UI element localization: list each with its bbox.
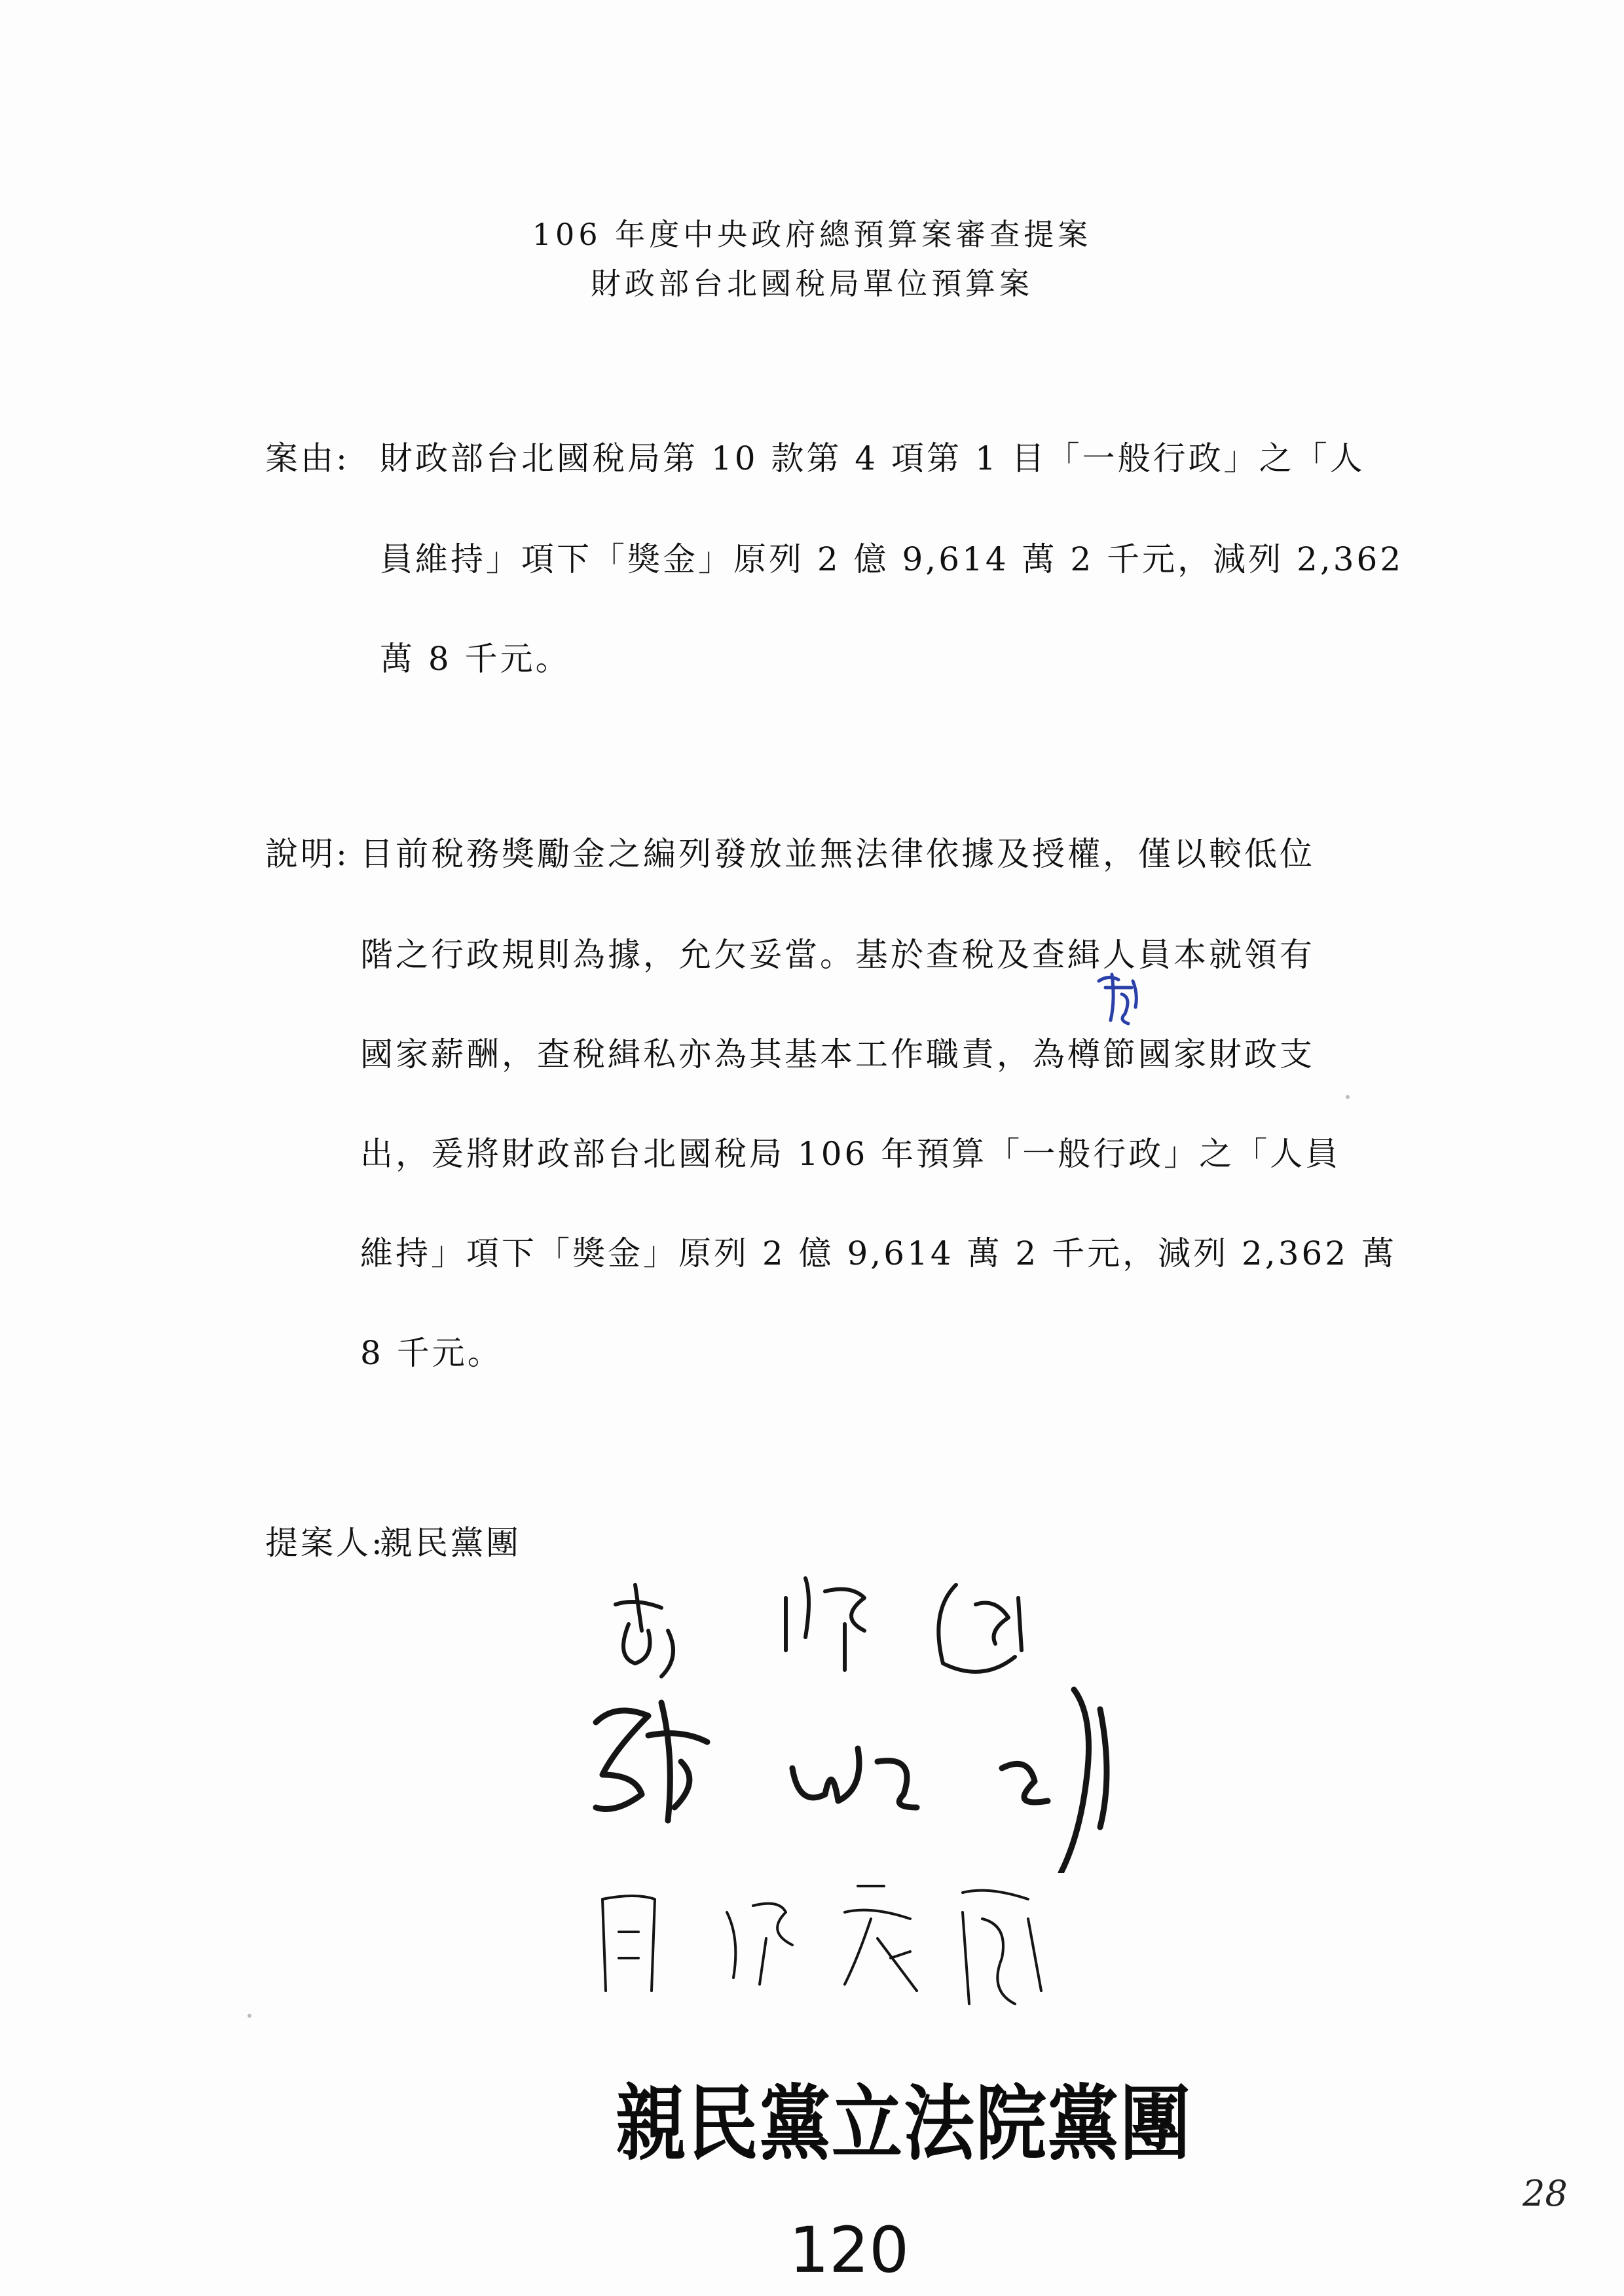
party-seal-stamp: 親民黨立法院黨團 [616,2077,1192,2172]
explanation-line-3: 國家薪酬，查稅緝私亦為其基本工作職責，為樽節國家財政支 [360,1035,1315,1073]
document-title-line2: 財政部台北國稅局單位預算案 [591,266,1033,301]
proposer-name: 親民黨團 [380,1524,521,1562]
case-line-3: 萬 8 千元。 [380,640,571,678]
explanation-line-6: 8 千元。 [360,1334,503,1372]
signature-2 [576,1676,1166,1873]
proposer-label: 提案人: [265,1524,385,1562]
handwritten-correction-mark [1092,968,1145,1027]
explanation-line-1: 目前稅務獎勵金之編列發放並無法律依據及授權，僅以較低位 [360,835,1315,873]
document-title-line1: 106 年度中央政府總預算案審查提案 [532,217,1092,252]
explanation-line-4: 出，爰將財政部台北國稅局 106 年預算「一般行政」之「人員 [360,1135,1341,1173]
handwritten-page-number: 120 [789,2213,910,2287]
scan-speck [1346,1095,1350,1099]
corner-page-mark: 28 [1522,2173,1568,2214]
case-line-2: 員維持」項下「獎金」原列 2 億 9,614 萬 2 千元，減列 2,362 [380,540,1404,578]
signature-1 [589,1559,1113,1690]
case-label: 案由: [265,439,350,477]
explanation-line-2: 階之行政規則為據，允欠妥當。基於查稅及查緝人員本就領有 [360,936,1315,974]
explanation-line-5: 維持」項下「獎金」原列 2 億 9,614 萬 2 千元，減列 2,362 萬 [360,1234,1397,1272]
scan-speck [248,2014,251,2018]
case-line-1: 財政部台北國稅局第 10 款第 4 項第 1 目「一般行政」之「人 [380,439,1365,477]
explanation-label: 說明: [265,835,350,873]
signature-3 [583,1860,1107,2030]
